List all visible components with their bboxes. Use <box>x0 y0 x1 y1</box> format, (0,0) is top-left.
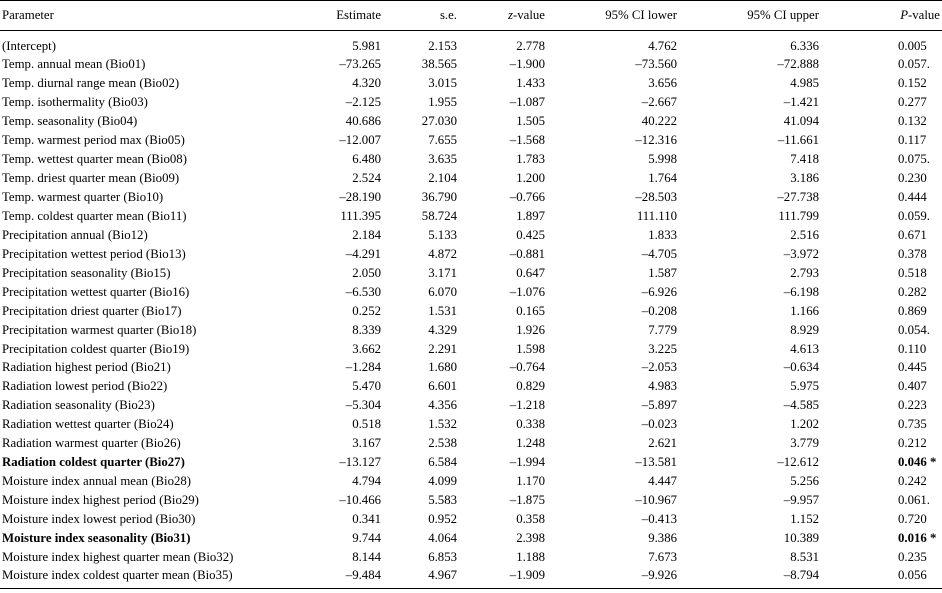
cell-ci-upper: –4.585 <box>783 398 819 413</box>
cell-estimate: 8.339 <box>352 322 381 337</box>
cell-parameter: Radiation wettest quarter (Bio24) <box>2 417 174 432</box>
table-row <box>0 528 942 547</box>
cell-ci-upper: –3.972 <box>783 246 819 261</box>
cell-ci-upper: 3.779 <box>790 436 819 451</box>
cell-ci-upper: 5.975 <box>790 379 819 394</box>
cell-ci-lower: 7.779 <box>648 322 677 337</box>
cell-parameter: Precipitation wettest quarter (Bio16) <box>2 284 190 299</box>
cell-z-value: 1.170 <box>516 474 545 489</box>
cell-parameter: Temp. wettest quarter mean (Bio08) <box>2 152 187 167</box>
cell-ci-lower: –0.023 <box>641 417 677 432</box>
cell-ci-lower: –73.560 <box>635 57 677 72</box>
cell-parameter: Temp. annual mean (Bio01) <box>2 57 146 72</box>
cell-ci-lower: 7.673 <box>648 549 677 564</box>
cell-ci-upper: –11.661 <box>777 133 819 148</box>
cell-z-value: 0.829 <box>516 379 545 394</box>
cell-parameter: Precipitation seasonality (Bio15) <box>2 265 171 280</box>
header-ci-upper: 95% CI upper <box>680 1 822 31</box>
cell-parameter: Temp. seasonality (Bio04) <box>2 114 138 129</box>
cell-ci-lower: –5.897 <box>641 398 677 413</box>
cell-p-value: 0.223 <box>898 398 927 413</box>
table-row <box>0 263 942 282</box>
cell-p-value: 0.152 <box>898 76 927 91</box>
cell-ci-lower: 4.447 <box>648 474 677 489</box>
cell-ci-upper: 111.799 <box>778 208 819 223</box>
cell-p-value: 0.132 <box>898 114 927 129</box>
header-parameter: Parameter <box>0 1 302 31</box>
cell-ci-upper: 1.152 <box>790 511 819 526</box>
cell-ci-lower: 2.621 <box>648 436 677 451</box>
cell-parameter: Temp. warmest period max (Bio05) <box>2 133 185 148</box>
cell-p-value: 0.110 <box>898 341 927 356</box>
cell-z-value: 0.165 <box>516 303 545 318</box>
table-row <box>0 74 942 93</box>
cell-z-value: 1.897 <box>516 208 545 223</box>
cell-parameter: Precipitation coldest quarter (Bio19) <box>2 341 190 356</box>
cell-se: 4.967 <box>384 566 460 589</box>
cell-parameter: Temp. diurnal range mean (Bio02) <box>2 76 180 91</box>
cell-z-value: 0.338 <box>516 417 545 432</box>
cell-p-value: 0.005 <box>898 39 927 53</box>
table-row <box>0 339 942 358</box>
table-row <box>0 472 942 491</box>
cell-z-value: 1.248 <box>516 436 545 451</box>
cell-ci-lower: –0.208 <box>641 303 677 318</box>
cell-p-value: 0.671 <box>898 227 927 242</box>
cell-ci-upper: 10.389 <box>783 530 819 545</box>
cell-parameter: Moisture index annual mean (Bio28) <box>2 474 192 489</box>
cell-estimate: 0.518 <box>352 417 381 432</box>
cell-z-value: 1.200 <box>516 171 545 186</box>
cell-se: 5.583 <box>428 493 457 508</box>
cell-parameter: Precipitation driest quarter (Bio17) <box>2 303 182 318</box>
cell-z-value: –1.875 <box>509 493 545 508</box>
cell-z-value: 0.358 <box>516 511 545 526</box>
cell-ci-upper: 8.531 <box>790 549 819 564</box>
header-se: s.e. <box>384 1 460 31</box>
cell-se: 27.030 <box>421 114 457 129</box>
cell-ci-lower: 1.833 <box>648 227 677 242</box>
header-p-suffix: -value <box>908 8 940 22</box>
cell-se: 5.133 <box>428 227 457 242</box>
cell-z-value: –1.994 <box>509 455 545 470</box>
cell-ci-lower: 4.762 <box>648 39 677 53</box>
cell-estimate: 2.050 <box>352 265 381 280</box>
cell-se: 2.538 <box>428 436 457 451</box>
cell-z-value: 0.425 <box>516 227 545 242</box>
table-row <box>0 320 942 339</box>
cell-se: 2.153 <box>428 39 457 53</box>
cell-z-value: 0.647 <box>516 265 545 280</box>
cell-estimate: 9.744 <box>352 530 381 545</box>
cell-ci-upper: –1.421 <box>783 95 819 110</box>
header-ci-lower: 95% CI lower <box>548 1 680 31</box>
cell-se: 6.601 <box>428 379 457 394</box>
cell-p-value: 0.212 <box>898 436 927 451</box>
cell-p-value: 0.117 <box>898 133 927 148</box>
table-row <box>0 112 942 131</box>
table-row <box>0 55 942 74</box>
cell-ci-lower: –9.926 <box>548 566 680 589</box>
cell-p-value: 0.230 <box>898 171 927 186</box>
cell-p-value: 0.720 <box>898 511 927 526</box>
cell-ci-lower: 40.222 <box>641 114 677 129</box>
cell-estimate: 4.320 <box>352 76 381 91</box>
table-row <box>0 131 942 150</box>
cell-parameter: Radiation highest period (Bio21) <box>2 360 171 375</box>
cell-ci-lower: –10.967 <box>635 493 677 508</box>
cell-estimate: –6.530 <box>345 284 381 299</box>
cell-z-value: 1.188 <box>516 549 545 564</box>
table-row <box>0 188 942 207</box>
cell-parameter: Moisture index coldest quarter mean (Bio35) <box>0 566 302 589</box>
cell-z-value: –1.568 <box>509 133 545 148</box>
cell-p-value: 0.518 <box>898 265 927 280</box>
cell-se: 6.070 <box>428 284 457 299</box>
table-row <box>0 31 942 56</box>
cell-se: 4.356 <box>428 398 457 413</box>
cell-p-value: 0.061. <box>898 493 930 508</box>
cell-estimate: –28.190 <box>339 190 381 205</box>
table-row <box>0 150 942 169</box>
table-row <box>0 547 942 566</box>
cell-z-value: 1.783 <box>516 152 545 167</box>
cell-ci-upper: –8.794 <box>680 566 822 589</box>
cell-parameter: Radiation seasonality (Bio23) <box>2 398 155 413</box>
cell-p-value: 0.242 <box>898 474 927 489</box>
cell-ci-upper: 2.793 <box>790 265 819 280</box>
cell-parameter: Temp. warmest quarter (Bio10) <box>2 190 164 205</box>
cell-estimate: 40.686 <box>345 114 381 129</box>
cell-parameter: Precipitation warmest quarter (Bio18) <box>2 322 197 337</box>
cell-estimate: –9.484 <box>302 566 384 589</box>
table-row <box>0 301 942 320</box>
cell-se: 6.584 <box>428 455 457 470</box>
cell-se: 7.655 <box>428 133 457 148</box>
cell-z-value: 2.398 <box>516 530 545 545</box>
cell-p-value: 0.282 <box>898 284 927 299</box>
cell-ci-upper: –9.957 <box>783 493 819 508</box>
cell-estimate: –73.265 <box>339 57 381 72</box>
table-row <box>0 510 942 529</box>
cell-ci-upper: 5.256 <box>790 474 819 489</box>
table-row <box>0 244 942 263</box>
table-row <box>0 225 942 244</box>
cell-ci-lower: –12.316 <box>635 133 677 148</box>
table-body <box>0 31 942 589</box>
cell-ci-upper: 8.929 <box>790 322 819 337</box>
cell-p-value: 0.059. <box>898 208 930 223</box>
cell-estimate: –4.291 <box>345 246 381 261</box>
cell-ci-upper: –72.888 <box>777 57 819 72</box>
cell-parameter: Radiation lowest period (Bio22) <box>2 379 168 394</box>
cell-se: 2.104 <box>428 171 457 186</box>
cell-ci-upper: 1.166 <box>790 303 819 318</box>
table-row <box>0 282 942 301</box>
cell-ci-upper: 41.094 <box>783 114 819 129</box>
cell-p-value: 0.235 <box>898 549 927 564</box>
cell-estimate: 0.252 <box>352 303 381 318</box>
cell-se: 36.790 <box>421 190 457 205</box>
cell-parameter: Moisture index highest quarter mean (Bio32) <box>2 549 234 564</box>
cell-ci-lower: 5.998 <box>648 152 677 167</box>
cell-z-value: –1.909 <box>460 566 548 589</box>
cell-ci-upper: –27.738 <box>777 190 819 205</box>
cell-estimate: –13.127 <box>339 455 381 470</box>
cell-ci-upper: 3.186 <box>790 171 819 186</box>
cell-ci-lower: –6.926 <box>641 284 677 299</box>
cell-estimate: –12.007 <box>339 133 381 148</box>
cell-z-value: 1.598 <box>516 341 545 356</box>
cell-p-value: 0.445 <box>898 360 927 375</box>
cell-se: 4.872 <box>428 246 457 261</box>
cell-ci-upper: –12.612 <box>777 455 819 470</box>
cell-ci-upper: 4.613 <box>790 341 819 356</box>
cell-estimate: 111.395 <box>340 208 381 223</box>
cell-estimate: –1.284 <box>345 360 381 375</box>
cell-ci-lower: 1.587 <box>648 265 677 280</box>
table-row <box>0 377 942 396</box>
cell-ci-lower: –28.503 <box>635 190 677 205</box>
cell-ci-lower: 1.764 <box>648 171 677 186</box>
cell-p-value: 0.869 <box>898 303 927 318</box>
header-z-suffix: -value <box>513 8 545 22</box>
cell-ci-lower: 9.386 <box>648 530 677 545</box>
cell-se: 1.532 <box>428 417 457 432</box>
cell-estimate: 3.662 <box>352 341 381 356</box>
cell-ci-lower: –2.053 <box>641 360 677 375</box>
table-row <box>0 566 942 589</box>
cell-p-value: 0.277 <box>898 95 927 110</box>
cell-se: 4.329 <box>428 322 457 337</box>
table-row <box>0 358 942 377</box>
cell-se: 4.064 <box>428 530 457 545</box>
cell-se: 2.291 <box>428 341 457 356</box>
cell-z-value: 1.926 <box>516 322 545 337</box>
cell-p-value: 0.444 <box>898 190 927 205</box>
cell-ci-lower: –0.413 <box>641 511 677 526</box>
cell-z-value: –0.764 <box>509 360 545 375</box>
cell-ci-upper: 2.516 <box>790 227 819 242</box>
cell-p-value: 0.016 * <box>898 530 937 545</box>
header-p-value <box>822 1 942 31</box>
cell-ci-upper: 7.418 <box>790 152 819 167</box>
header-estimate: Estimate <box>302 1 384 31</box>
cell-ci-upper: 1.202 <box>790 417 819 432</box>
cell-parameter: Temp. driest quarter mean (Bio09) <box>2 171 180 186</box>
cell-se: 4.099 <box>428 474 457 489</box>
table-row <box>0 415 942 434</box>
cell-p-value: 0.075. <box>898 152 930 167</box>
cell-se: 3.015 <box>428 76 457 91</box>
cell-ci-lower: 4.983 <box>648 379 677 394</box>
table-row <box>0 491 942 510</box>
cell-z-value: –1.900 <box>509 57 545 72</box>
cell-p-value: 0.407 <box>898 379 927 394</box>
cell-se: 6.853 <box>428 549 457 564</box>
table-row <box>0 93 942 112</box>
cell-estimate: 5.981 <box>352 39 381 53</box>
table-header <box>0 1 942 31</box>
cell-estimate: 4.794 <box>352 474 381 489</box>
cell-ci-lower: 3.656 <box>648 76 677 91</box>
cell-parameter: Precipitation wettest period (Bio13) <box>2 246 186 261</box>
cell-se: 3.635 <box>428 152 457 167</box>
cell-estimate: –10.466 <box>339 493 381 508</box>
cell-parameter: Moisture index lowest period (Bio30) <box>2 511 196 526</box>
cell-parameter: (Intercept) <box>2 39 56 53</box>
cell-estimate: 5.470 <box>352 379 381 394</box>
cell-z-value: 2.778 <box>516 39 545 53</box>
cell-estimate: 8.144 <box>352 549 381 564</box>
cell-p-value: 0.378 <box>898 246 927 261</box>
table-row <box>0 434 942 453</box>
cell-se: 38.565 <box>421 57 457 72</box>
cell-ci-lower: 3.225 <box>648 341 677 356</box>
cell-estimate: 2.524 <box>352 171 381 186</box>
cell-ci-lower: –2.667 <box>641 95 677 110</box>
table-row <box>0 207 942 226</box>
table-row <box>0 396 942 415</box>
cell-se: 1.531 <box>428 303 457 318</box>
cell-parameter: Temp. isothermality (Bio03) <box>2 95 148 110</box>
cell-ci-lower: 111.110 <box>636 208 677 223</box>
header-p-symbol: P <box>900 8 909 22</box>
cell-parameter: Precipitation annual (Bio12) <box>2 227 148 242</box>
cell-z-value: –0.766 <box>509 190 545 205</box>
cell-se: 1.680 <box>428 360 457 375</box>
cell-parameter: Temp. coldest quarter mean (Bio11) <box>2 208 187 223</box>
header-z-value <box>460 1 548 31</box>
header-z-symbol: z <box>508 8 514 22</box>
cell-estimate: 6.480 <box>352 152 381 167</box>
cell-p-value: 0.056 <box>822 566 942 589</box>
cell-p-value: 0.735 <box>898 417 927 432</box>
cell-estimate: 0.341 <box>352 511 381 526</box>
cell-estimate: 3.167 <box>352 436 381 451</box>
cell-z-value: 1.433 <box>516 76 545 91</box>
cell-ci-upper: 4.985 <box>790 76 819 91</box>
cell-parameter: Radiation coldest quarter (Bio27) <box>2 455 185 470</box>
cell-ci-upper: 6.336 <box>790 39 819 53</box>
cell-parameter: Moisture index seasonality (Bio31) <box>2 530 191 545</box>
cell-estimate: –2.125 <box>345 95 381 110</box>
cell-z-value: –1.087 <box>509 95 545 110</box>
table-row <box>0 169 942 188</box>
cell-p-value: 0.054. <box>898 322 930 337</box>
cell-estimate: –5.304 <box>345 398 381 413</box>
table-row <box>0 453 942 472</box>
header-row <box>0 1 942 31</box>
cell-ci-lower: –13.581 <box>635 455 677 470</box>
cell-parameter: Radiation warmest quarter (Bio26) <box>2 436 181 451</box>
cell-z-value: –0.881 <box>509 246 545 261</box>
cell-ci-upper: –0.634 <box>783 360 819 375</box>
cell-z-value: –1.218 <box>509 398 545 413</box>
cell-estimate: 2.184 <box>352 227 381 242</box>
cell-se: 58.724 <box>421 208 457 223</box>
cell-z-value: 1.505 <box>516 114 545 129</box>
cell-parameter: Moisture index highest period (Bio29) <box>2 493 199 508</box>
cell-p-value: 0.057. <box>898 57 930 72</box>
cell-ci-lower: –4.705 <box>641 246 677 261</box>
cell-z-value: –1.076 <box>509 284 545 299</box>
cell-ci-upper: –6.198 <box>783 284 819 299</box>
cell-se: 1.955 <box>428 95 457 110</box>
cell-p-value: 0.046 * <box>898 455 937 470</box>
cell-se: 3.171 <box>428 265 457 280</box>
cell-se: 0.952 <box>428 511 457 526</box>
